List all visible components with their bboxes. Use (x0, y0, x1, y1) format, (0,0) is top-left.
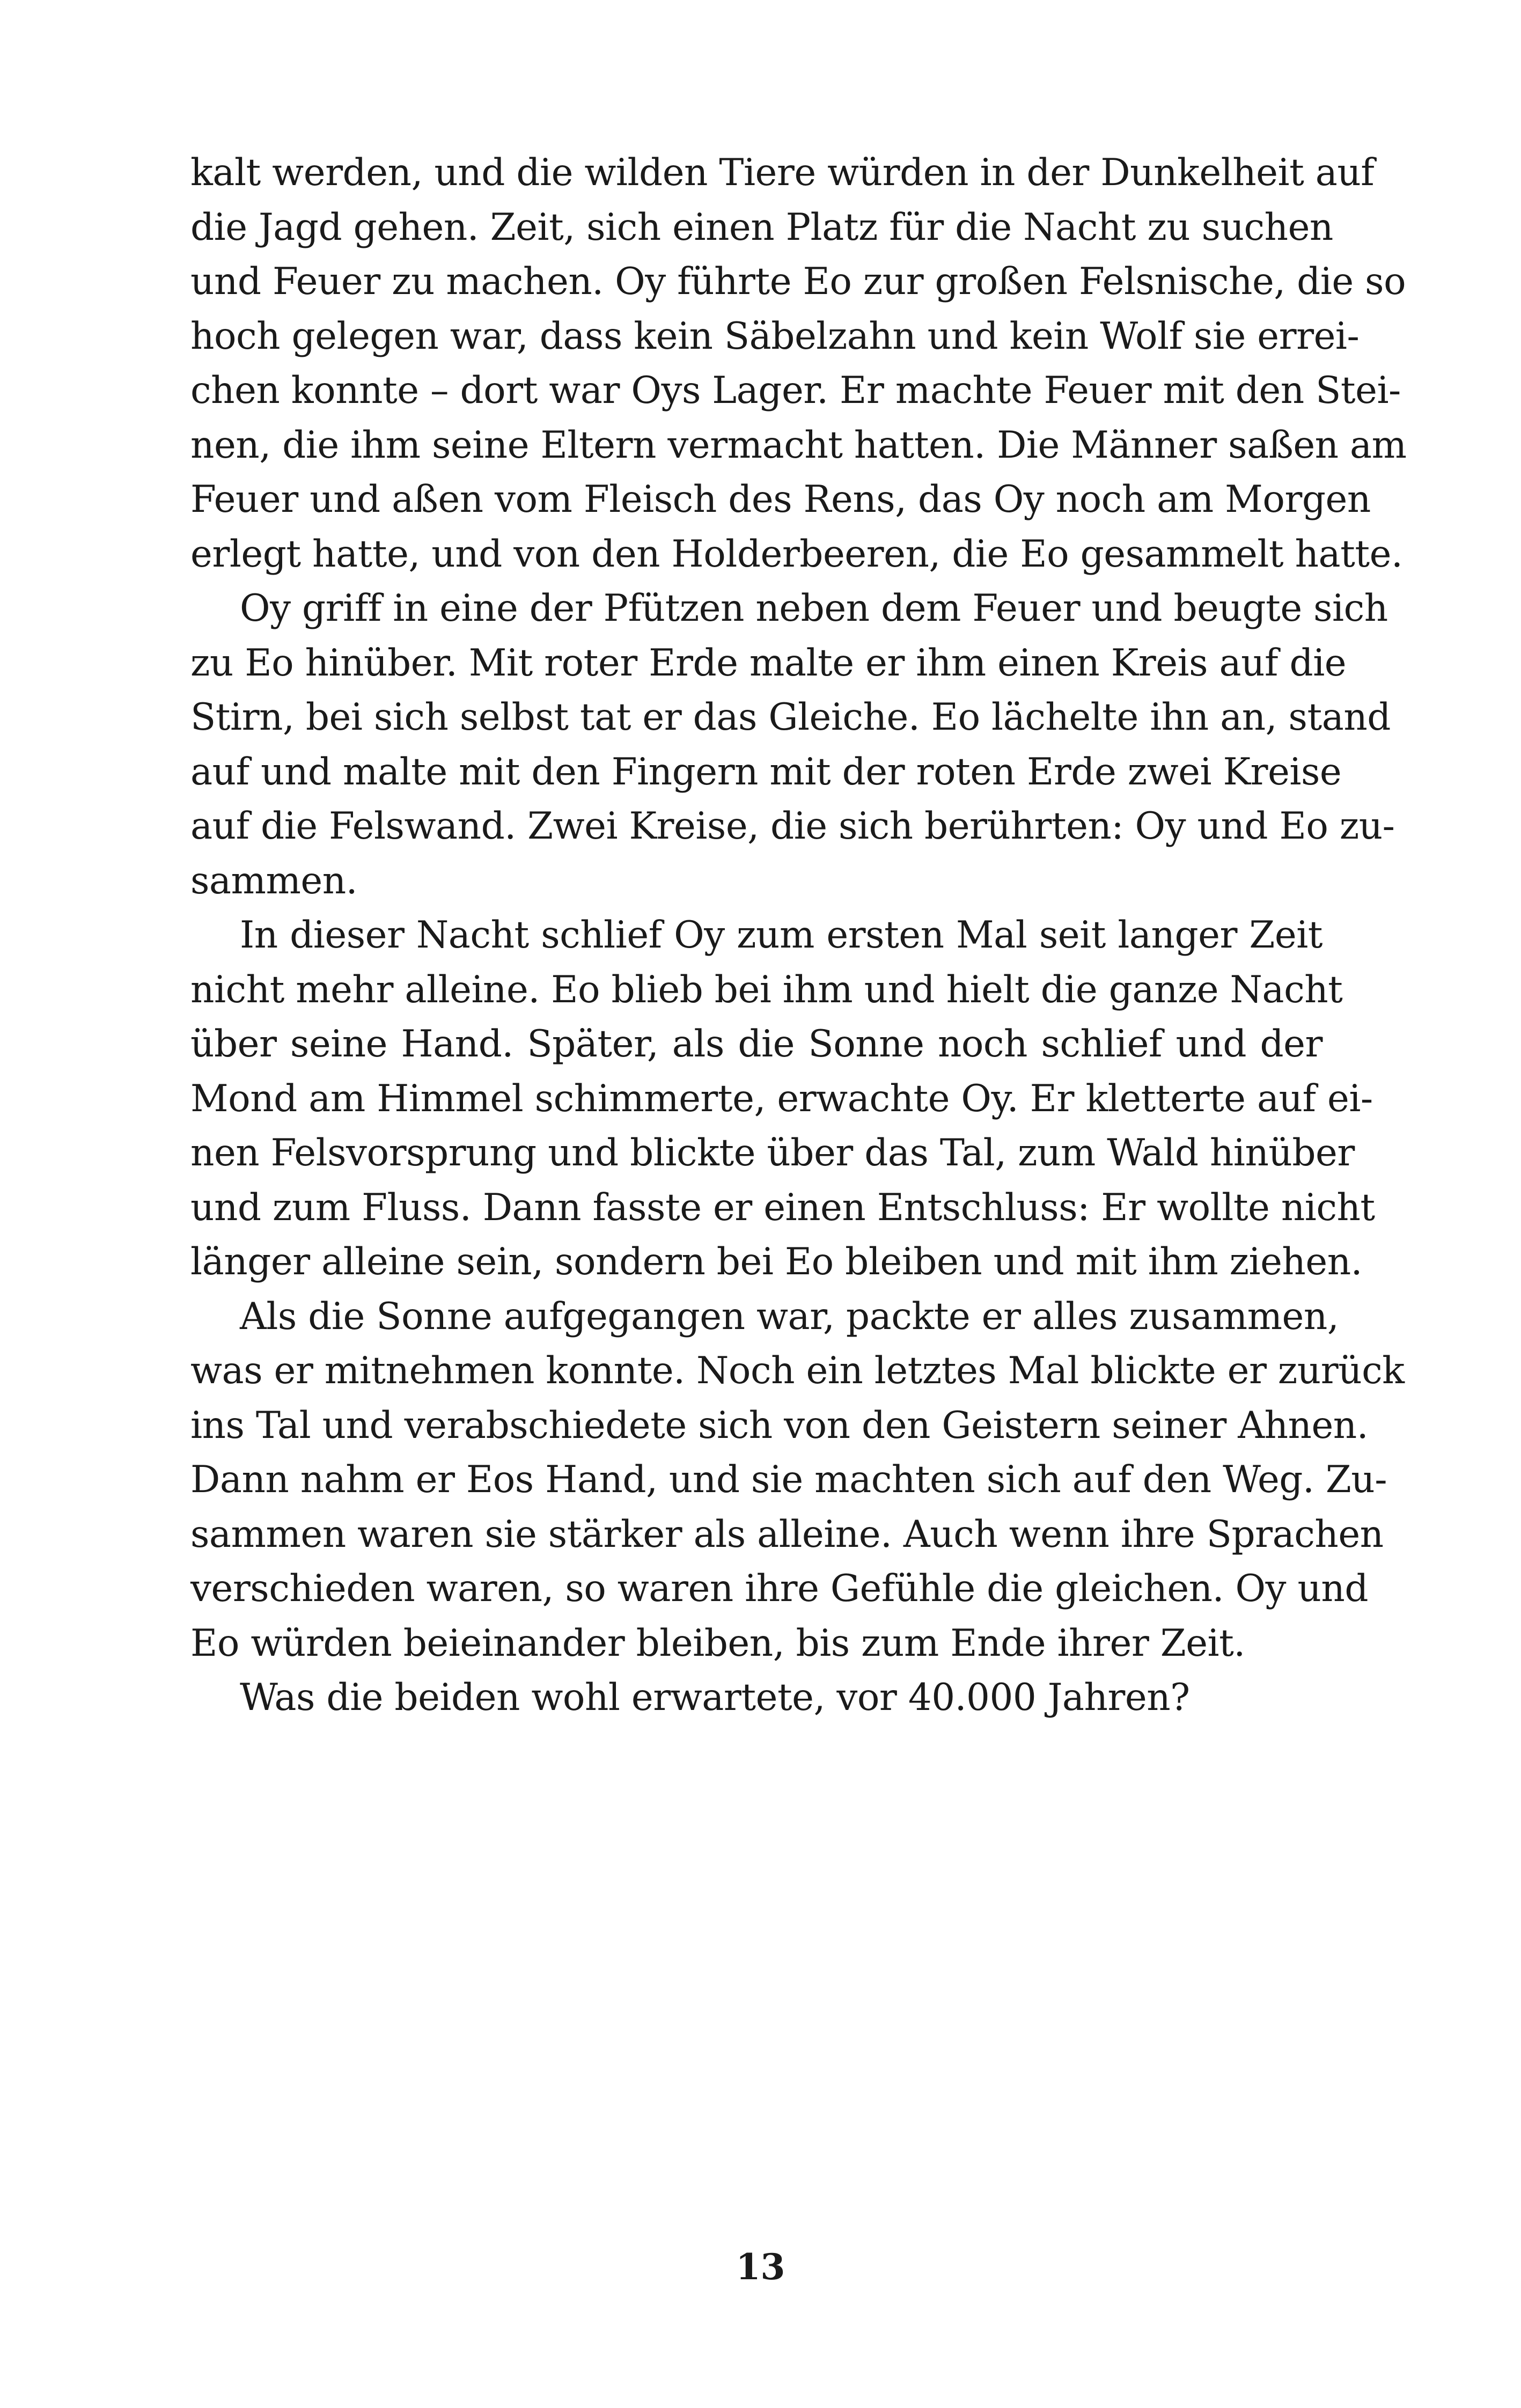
text-line: und Feuer zu machen. Oy führte Eo zur großen Felsnische, die so (190, 260, 1406, 303)
body-text (190, 146, 1407, 1726)
text-line: kalt werden, und die wilden Tiere würden in der Dunkelheit auf (190, 151, 1375, 194)
paragraph (190, 582, 1395, 908)
text-line: Oy griff in eine der Pfützen neben dem Feuer und beugte sich (240, 587, 1388, 630)
text-line: nen Felsvorsprung und blickte über das Tal, zum Wald hinüber (190, 1132, 1355, 1174)
text-line: hoch gelegen war, dass kein Säbelzahn und kein Wolf sie errei- (190, 314, 1360, 358)
text-line: zu Eo hinüber. Mit roter Erde malte er ihm einen Kreis auf die (190, 641, 1347, 685)
text-line: die Jagd gehen. Zeit, sich einen Platz für die Nacht zu suchen (190, 205, 1333, 249)
text-line: Als die Sonne aufgegangen war, packte er alles zusammen, (240, 1295, 1339, 1338)
text-line: chen konnte – dort war Oys Lager. Er machte Feuer mit den Stei- (190, 369, 1401, 412)
text-line: Eo würden beieinander bleiben, bis zum Ende ihrer Zeit. (190, 1621, 1245, 1665)
paragraph (190, 1671, 1322, 1726)
text-line: Dann nahm er Eos Hand, und sie machten sich auf den Weg. Zu- (190, 1458, 1387, 1501)
text-line: nen, die ihm seine Eltern vermacht hatten. Die Männer saßen am (190, 423, 1407, 467)
text-line: Mond am Himmel schimmerte, erwachte Oy. Er kletterte auf ei- (190, 1077, 1373, 1120)
text-line: Feuer und aßen vom Fleisch des Rens, das Oy noch am Morgen (190, 478, 1371, 521)
text-line: verschieden waren, so waren ihre Gefühle die gleichen. Oy und (190, 1567, 1369, 1610)
text-line: nicht mehr alleine. Eo blieb bei ihm und hielt die ganze Nacht (190, 968, 1343, 1011)
paragraph (190, 146, 1407, 582)
page-number: 13 (736, 2246, 785, 2288)
text-line: ins Tal und verabschiedete sich von den Geistern seiner Ahnen. (190, 1404, 1369, 1447)
paragraph (190, 908, 1375, 1290)
text-line: erlegt hatte, und von den Holderbeeren, die Eo gesammelt hatte. (190, 532, 1403, 576)
text-line: über seine Hand. Später, als die Sonne noch schlief und der (190, 1023, 1322, 1066)
text-line: länger alleine sein, sondern bei Eo bleiben und mit ihm ziehen. (190, 1240, 1363, 1283)
text-line: Stirn, bei sich selbst tat er das Gleiche. Eo lächelte ihn an, stand (190, 696, 1391, 739)
text-line: und zum Fluss. Dann fasste er einen Entschluss: Er wollte nicht (190, 1186, 1375, 1229)
text-line: sammen. (190, 859, 358, 902)
text-line: In dieser Nacht schlief Oy zum ersten Mal seit langer Zeit (240, 914, 1322, 957)
text-line: auf die Felswand. Zwei Kreise, die sich berührten: Oy und Eo zu- (190, 805, 1395, 848)
paragraph (190, 1290, 1405, 1671)
text-line: Was die beiden wohl erwartete, vor 40.000 Jahren? (240, 1676, 1190, 1719)
text-line: sammen waren sie stärker als alleine. Auch wenn ihre Sprachen (190, 1513, 1384, 1556)
text-line: auf und malte mit den Fingern mit der roten Erde zwei Kreise (190, 750, 1342, 794)
text-line: was er mitnehmen konnte. Noch ein letztes Mal blickte er zurück (190, 1349, 1405, 1392)
